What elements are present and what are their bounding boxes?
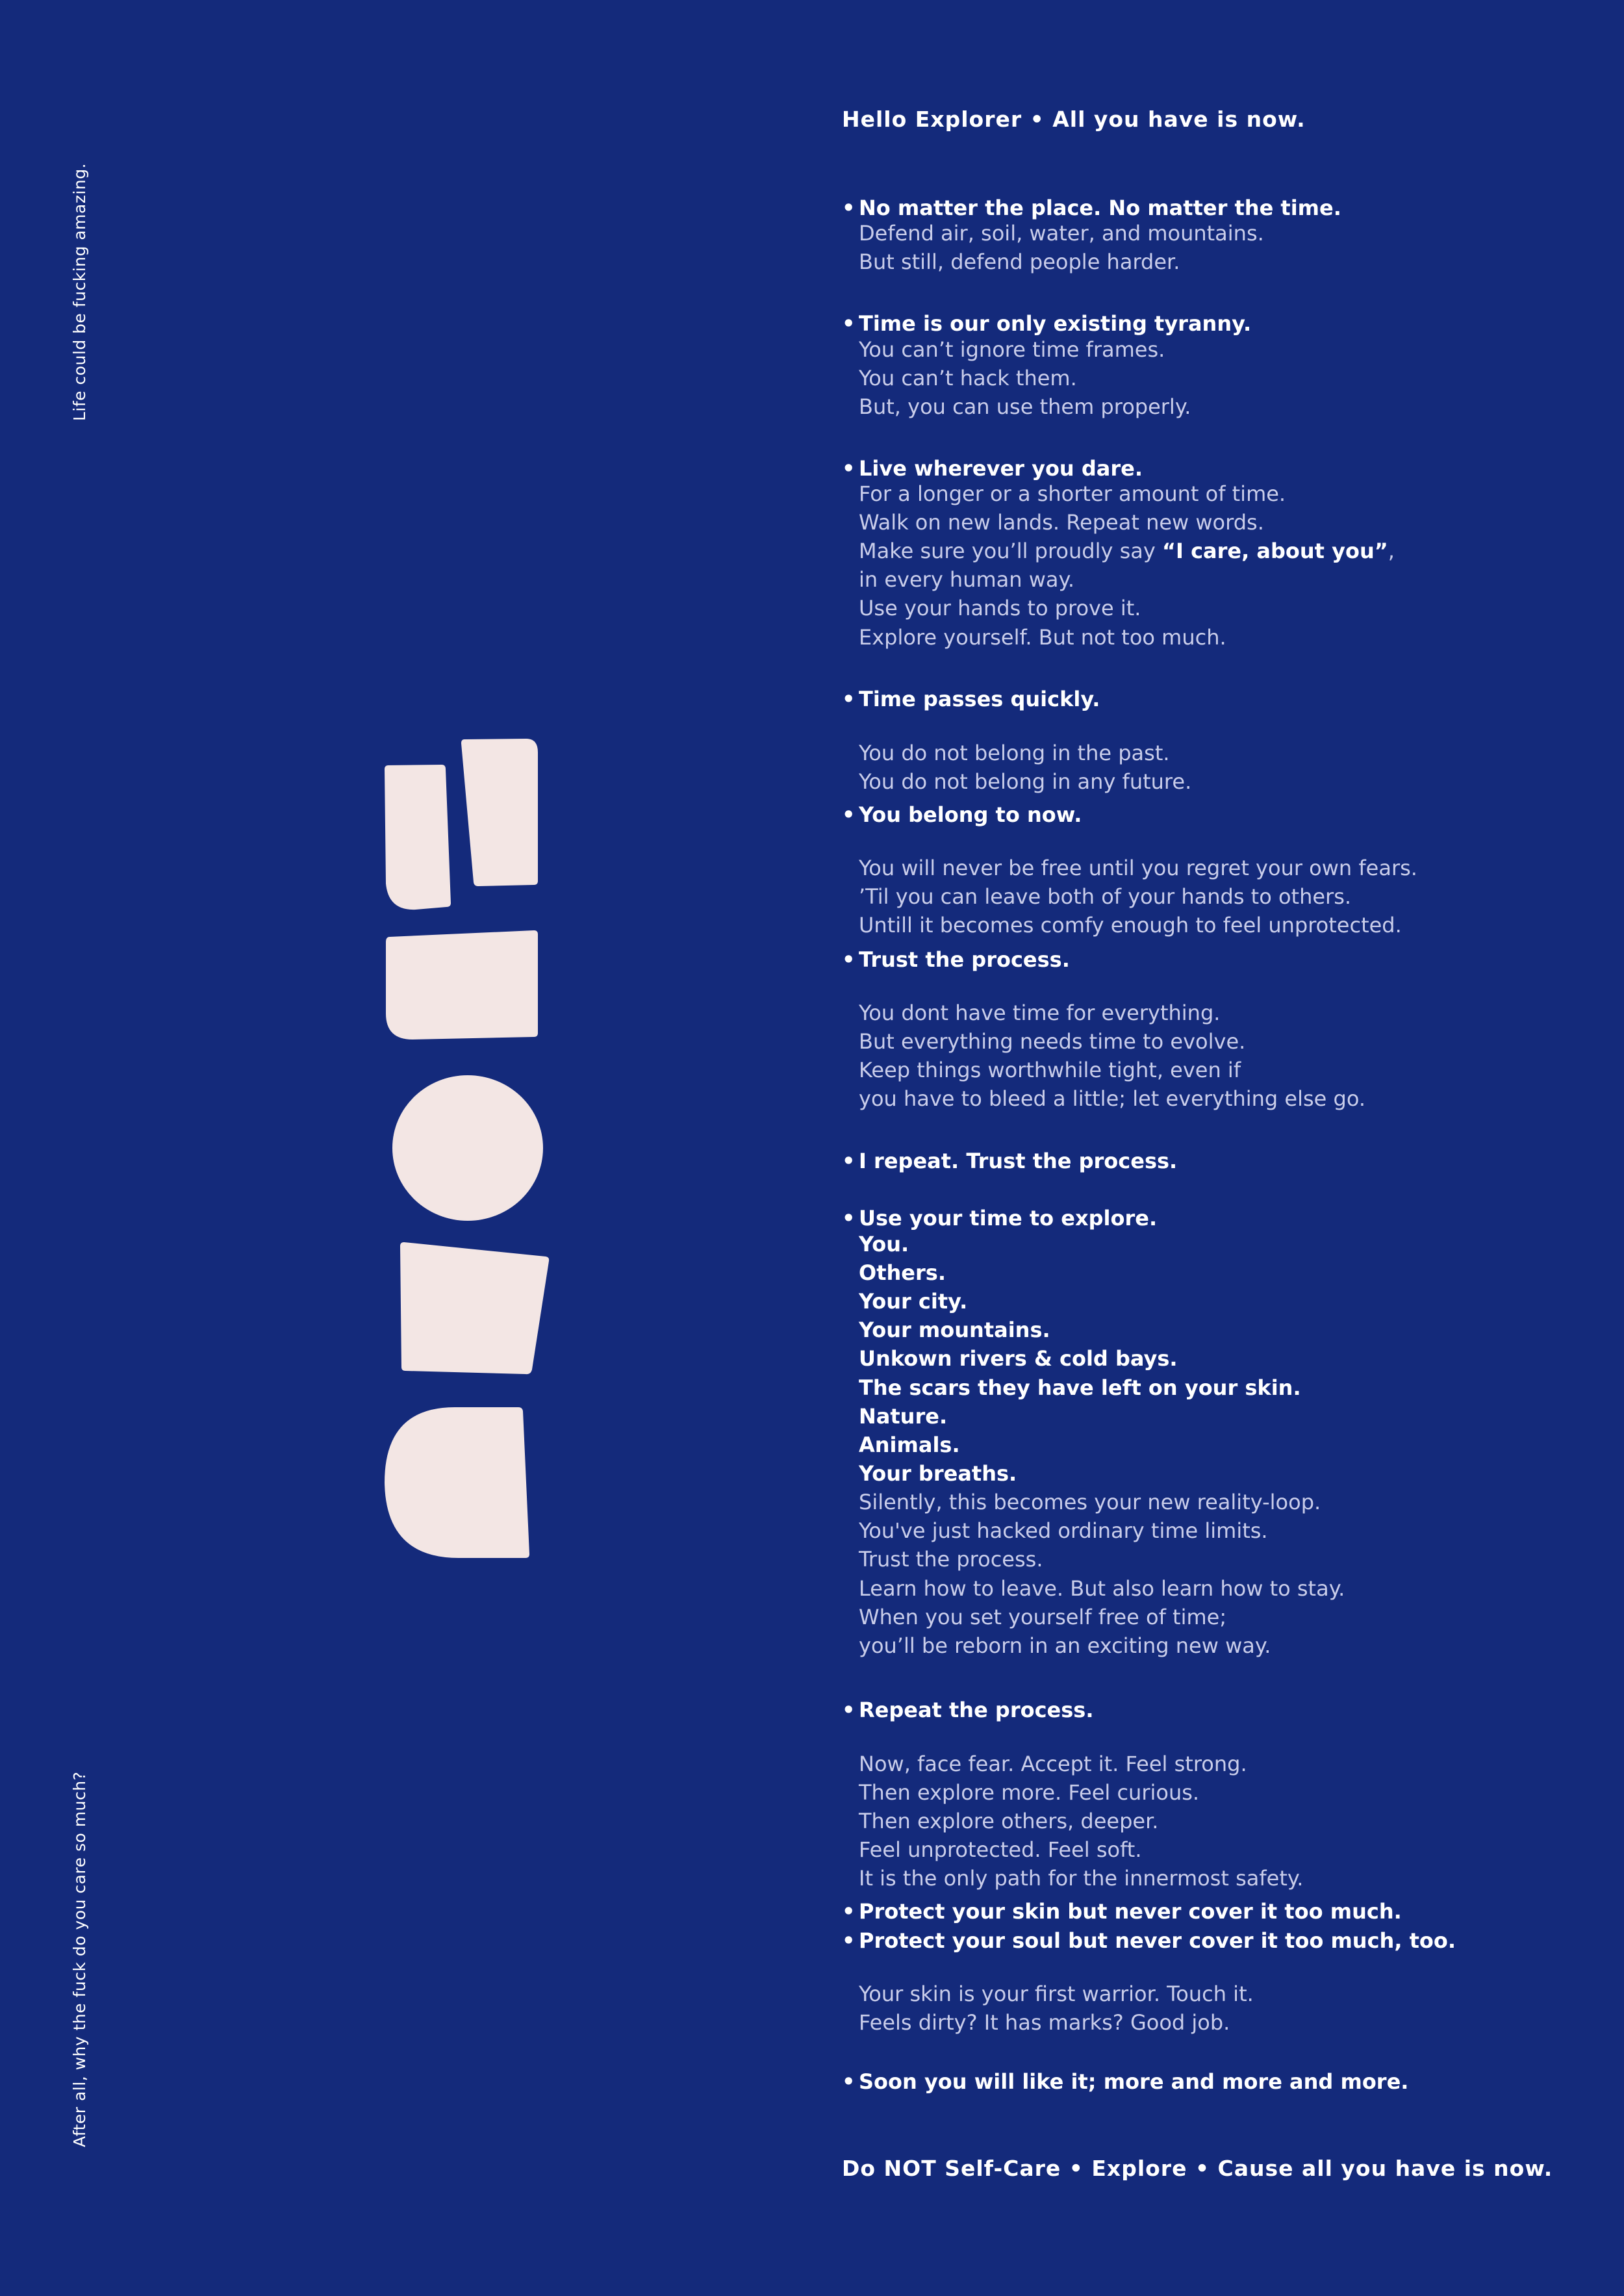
bullet-dot: •: [842, 2069, 856, 2094]
bullet-heading: Protect your soul but never cover it too much, too.: [859, 1928, 1456, 1953]
body-line: Silently, this becomes your new reality-loop.: [859, 1490, 1321, 1514]
bullet-heading: Use your time to explore.: [859, 1206, 1158, 1231]
body-line: But still, defend people harder.: [859, 249, 1180, 274]
body-line: The scars they have left on your skin.: [859, 1375, 1301, 1400]
bullet-dot: •: [842, 947, 856, 972]
body-line: Explore yourself. But not too much.: [859, 625, 1226, 650]
body-line: Animals.: [859, 1433, 960, 1457]
bullet-dot: •: [842, 1206, 856, 1231]
bullet-heading: I repeat. Trust the process.: [859, 1149, 1178, 1173]
body-line: Feels dirty? It has marks? Good job.: [859, 2010, 1230, 2035]
emphasis-text: “I care, about you”: [1161, 539, 1388, 563]
body-line: Defend air, soil, water, and mountains.: [859, 221, 1264, 246]
bullet-dot: •: [842, 687, 856, 711]
bullet-heading: Time is our only existing tyranny.: [859, 311, 1252, 336]
logo-shapes: [377, 728, 572, 1585]
bullet-dot: •: [842, 802, 856, 827]
body-line: Your skin is your first warrior. Touch it.: [859, 1982, 1254, 2006]
body-line: You've just hacked ordinary time limits.: [859, 1518, 1268, 1543]
body-line: You dont have time for everything.: [859, 1001, 1221, 1025]
body-line: Your breaths.: [859, 1461, 1017, 1486]
bullet-heading: Trust the process.: [859, 947, 1070, 972]
body-line: Walk on new lands. Repeat new words.: [859, 510, 1264, 535]
logo-shape-circle: [392, 1075, 543, 1221]
body-line: you’ll be reborn in an exciting new way.: [859, 1633, 1271, 1658]
body-line: Your city.: [859, 1289, 968, 1314]
side-tagline-top: Life could be fucking amazing.: [70, 162, 89, 421]
body-line: Nature.: [859, 1404, 948, 1429]
body-line: Untill it becomes comfy enough to feel unprotected.: [859, 913, 1402, 938]
bullet-dot: •: [842, 196, 856, 220]
body-line: in every human way.: [859, 567, 1075, 592]
manifesto-footer: Do NOT Self-Care • Explore • Cause all you have is now.: [842, 2156, 1553, 2181]
body-line: You can’t ignore time frames.: [859, 337, 1165, 362]
body-line: Others.: [859, 1260, 946, 1285]
bullet-dot: •: [842, 311, 856, 336]
body-line: Unkown rivers & cold bays.: [859, 1346, 1178, 1371]
bullet-dot: •: [842, 1928, 856, 1953]
bullet-heading: Live wherever you dare.: [859, 456, 1143, 481]
body-line: You can’t hack them.: [859, 366, 1077, 390]
body-line: You do not belong in the past.: [859, 741, 1170, 765]
body-line: It is the only path for the innermost safety.: [859, 1866, 1304, 1891]
bullet-heading: You belong to now.: [859, 802, 1082, 827]
body-line: Trust the process.: [859, 1547, 1043, 1572]
body-line: Then explore more. Feel curious.: [859, 1780, 1200, 1805]
logo-shape-left-bar: [385, 765, 451, 910]
bullet-dot: •: [842, 456, 856, 481]
bullet-dot: •: [842, 1149, 856, 1173]
body-line: You.: [859, 1232, 909, 1256]
bullet-heading: No matter the place. No matter the time.: [859, 196, 1341, 220]
body-line: Use your hands to prove it.: [859, 596, 1141, 620]
body-line: Make sure you’ll proudly say “I care, about you”,: [859, 539, 1395, 563]
body-line: You will never be free until you regret your own fears.: [859, 856, 1417, 880]
bullet-dot: •: [842, 1899, 856, 1924]
bullet-heading: Time passes quickly.: [859, 687, 1100, 711]
body-line: Feel unprotected. Feel soft.: [859, 1837, 1142, 1862]
logo-shape-half-disc: [385, 1407, 529, 1558]
body-line: Your mountains.: [859, 1318, 1050, 1342]
bullet-heading: Repeat the process.: [859, 1698, 1094, 1722]
body-line: But everything needs time to evolve.: [859, 1029, 1246, 1054]
body-line: Keep things worthwhile tight, even if: [859, 1058, 1241, 1082]
body-line: Then explore others, deeper.: [859, 1809, 1159, 1833]
bullet-heading: Soon you will like it; more and more and more.: [859, 2069, 1409, 2094]
manifesto-header: Hello Explorer • All you have is now.: [842, 107, 1306, 132]
body-line: When you set yourself free of time;: [859, 1605, 1227, 1629]
logo-shape-right-bar: [461, 739, 538, 886]
body-line: Learn how to leave. But also learn how to stay.: [859, 1576, 1345, 1601]
logo-shape-trapezoid: [386, 930, 538, 1040]
body-line: You do not belong in any future.: [859, 769, 1192, 794]
body-line: For a longer or a shorter amount of time.: [859, 481, 1286, 506]
bullet-heading: Protect your skin but never cover it too much.: [859, 1899, 1402, 1924]
body-line: Now, face fear. Accept it. Feel strong.: [859, 1752, 1247, 1776]
body-line: you have to bleed a little; let everything else go.: [859, 1086, 1365, 1111]
logo-shape-slanted-quad: [400, 1242, 549, 1374]
body-line: ’Til you can leave both of your hands to others.: [859, 884, 1352, 909]
bullet-dot: •: [842, 1698, 856, 1722]
side-tagline-bottom: After all, why the fuck do you care so much?: [70, 1771, 89, 2147]
body-line: But, you can use them properly.: [859, 394, 1191, 419]
